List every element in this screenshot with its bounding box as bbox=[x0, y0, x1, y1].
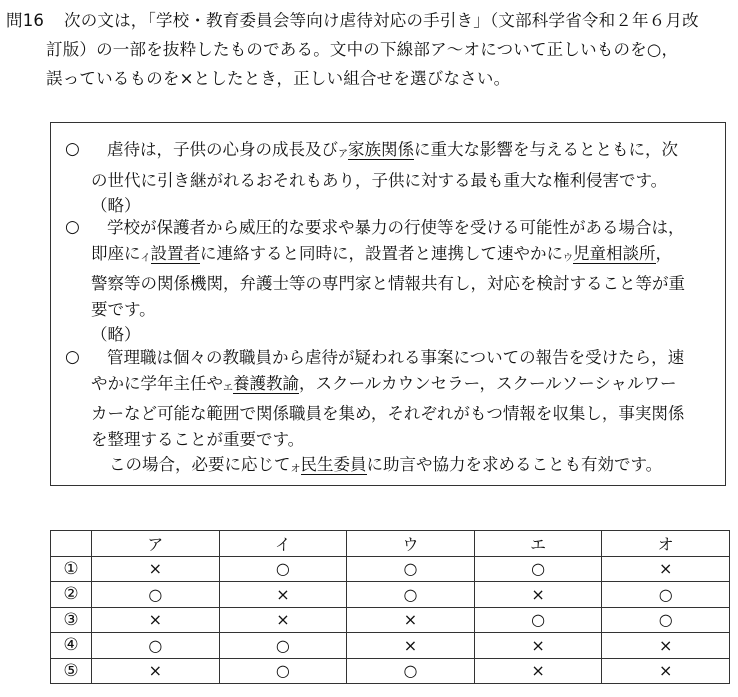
underlined-term-i: 設置者 bbox=[150, 243, 200, 263]
table-row bbox=[51, 582, 730, 608]
passage-box bbox=[50, 122, 726, 486]
table-cell: × bbox=[474, 658, 602, 684]
underlined-term-o: 民生委員 bbox=[300, 455, 367, 474]
table-cell: × bbox=[92, 658, 220, 684]
table-cell: ○ bbox=[219, 556, 347, 582]
table-cell: ○ bbox=[602, 582, 730, 608]
omitted-mark: （略） bbox=[91, 325, 141, 344]
bullet-circle: ○ bbox=[65, 139, 80, 159]
passage-paragraph-2: ○ 学校が保護者から威圧的な要求や暴力の行使等を受ける可能性がある場合は， 即座に$_イ$設置者に連絡すると同時に，設置者と連携して速やかに$_ウ$児童相談所， 警察等の関係機関，弁護士等の専門家と情報共有し，対応を検討すること等が重 要です。 （略） bbox=[65, 215, 713, 348]
underline-marker-i: イ bbox=[140, 252, 151, 264]
table-cell: ○ bbox=[347, 658, 475, 684]
underlined-term-e: 養護教諭 bbox=[233, 373, 299, 393]
passage-paragraph-1: ○ 虐待は，子供の心身の成長及び$_ア$家族関係に重大な影響を与えるとともに，次 の世代に引き継がれるおそれもあり，子供に対する最も重大な権利侵害です。 （略） bbox=[65, 137, 713, 219]
underlined-term-u: 児童相談所 bbox=[573, 243, 656, 263]
table-cell: ○ bbox=[347, 582, 475, 608]
table-cell: × bbox=[347, 607, 475, 633]
table-cell: × bbox=[474, 582, 602, 608]
underline-marker-u: ウ bbox=[563, 252, 573, 264]
table-cell: ○ bbox=[602, 607, 730, 633]
underline-marker-a: ア bbox=[338, 149, 348, 160]
column-header: エ bbox=[474, 531, 602, 557]
table-cell: ○ bbox=[92, 633, 220, 659]
choice-label: ② bbox=[51, 582, 92, 608]
column-header: イ bbox=[219, 531, 347, 557]
table-row bbox=[51, 607, 730, 633]
column-header: オ bbox=[602, 531, 730, 557]
table-cell: × bbox=[602, 658, 730, 684]
table-row bbox=[51, 633, 730, 659]
table-cell: ○ bbox=[474, 607, 602, 633]
table-cell: × bbox=[219, 582, 347, 608]
choice-label: ④ bbox=[51, 633, 92, 659]
table-row bbox=[51, 658, 730, 684]
question-line-2: 訂版）の一部を抜粋したものである。文中の下線部ア～オについて正しいものを○， bbox=[46, 40, 679, 59]
underlined-term-a: 家族関係 bbox=[348, 140, 414, 159]
table-header-row bbox=[51, 531, 730, 557]
table-cell: × bbox=[219, 607, 347, 633]
choice-label: ⑤ bbox=[51, 658, 92, 684]
bullet-circle: ○ bbox=[65, 347, 80, 367]
question-number: 問16 bbox=[6, 11, 45, 30]
column-header: ア bbox=[92, 531, 220, 557]
choice-label: ③ bbox=[51, 607, 92, 633]
question-line-3: 誤っているものを×としたとき，正しい組合せを選びなさい。 bbox=[46, 69, 511, 88]
table-cell: ○ bbox=[474, 556, 602, 582]
underline-marker-o: オ bbox=[290, 464, 301, 475]
table-cell: × bbox=[92, 556, 220, 582]
table-cell: ○ bbox=[347, 556, 475, 582]
question-line-1: 次の文は，「学校・教育委員会等向け虐待対応の手引き」（文部科学省令和２年６月改 bbox=[64, 11, 699, 30]
choice-label: ① bbox=[51, 556, 92, 582]
table-cell: × bbox=[347, 633, 475, 659]
table-cell: × bbox=[474, 633, 602, 659]
table-cell: × bbox=[92, 607, 220, 633]
table-corner-cell bbox=[51, 531, 92, 557]
table-cell: ○ bbox=[219, 658, 347, 684]
omitted-mark: （略） bbox=[91, 196, 141, 215]
table-cell: ○ bbox=[92, 582, 220, 608]
answer-choices-table bbox=[50, 530, 730, 684]
table-cell: ○ bbox=[219, 633, 347, 659]
passage-paragraph-3: ○ 管理職は個々の教職員から虐待が疑われる事案についての報告を受けたら，速 やかに学年主任や$_エ$養護教諭，スクールカウンセラー，スクールソーシャルワー カーなど可能な範囲で関係職員を集め，それぞれがもつ情報を収集し，事実関係 を整理することが重要です。 この場合，必要に応じて$_オ$民生委員に助言や協力を求めることも有効です。 bbox=[65, 347, 685, 475]
table-row bbox=[51, 556, 730, 582]
column-header: ウ bbox=[347, 531, 475, 557]
table-cell: × bbox=[602, 556, 730, 582]
question-prompt bbox=[6, 6, 728, 93]
table-cell: × bbox=[602, 633, 730, 659]
bullet-circle: ○ bbox=[65, 217, 80, 237]
underline-marker-e: エ bbox=[223, 382, 233, 394]
